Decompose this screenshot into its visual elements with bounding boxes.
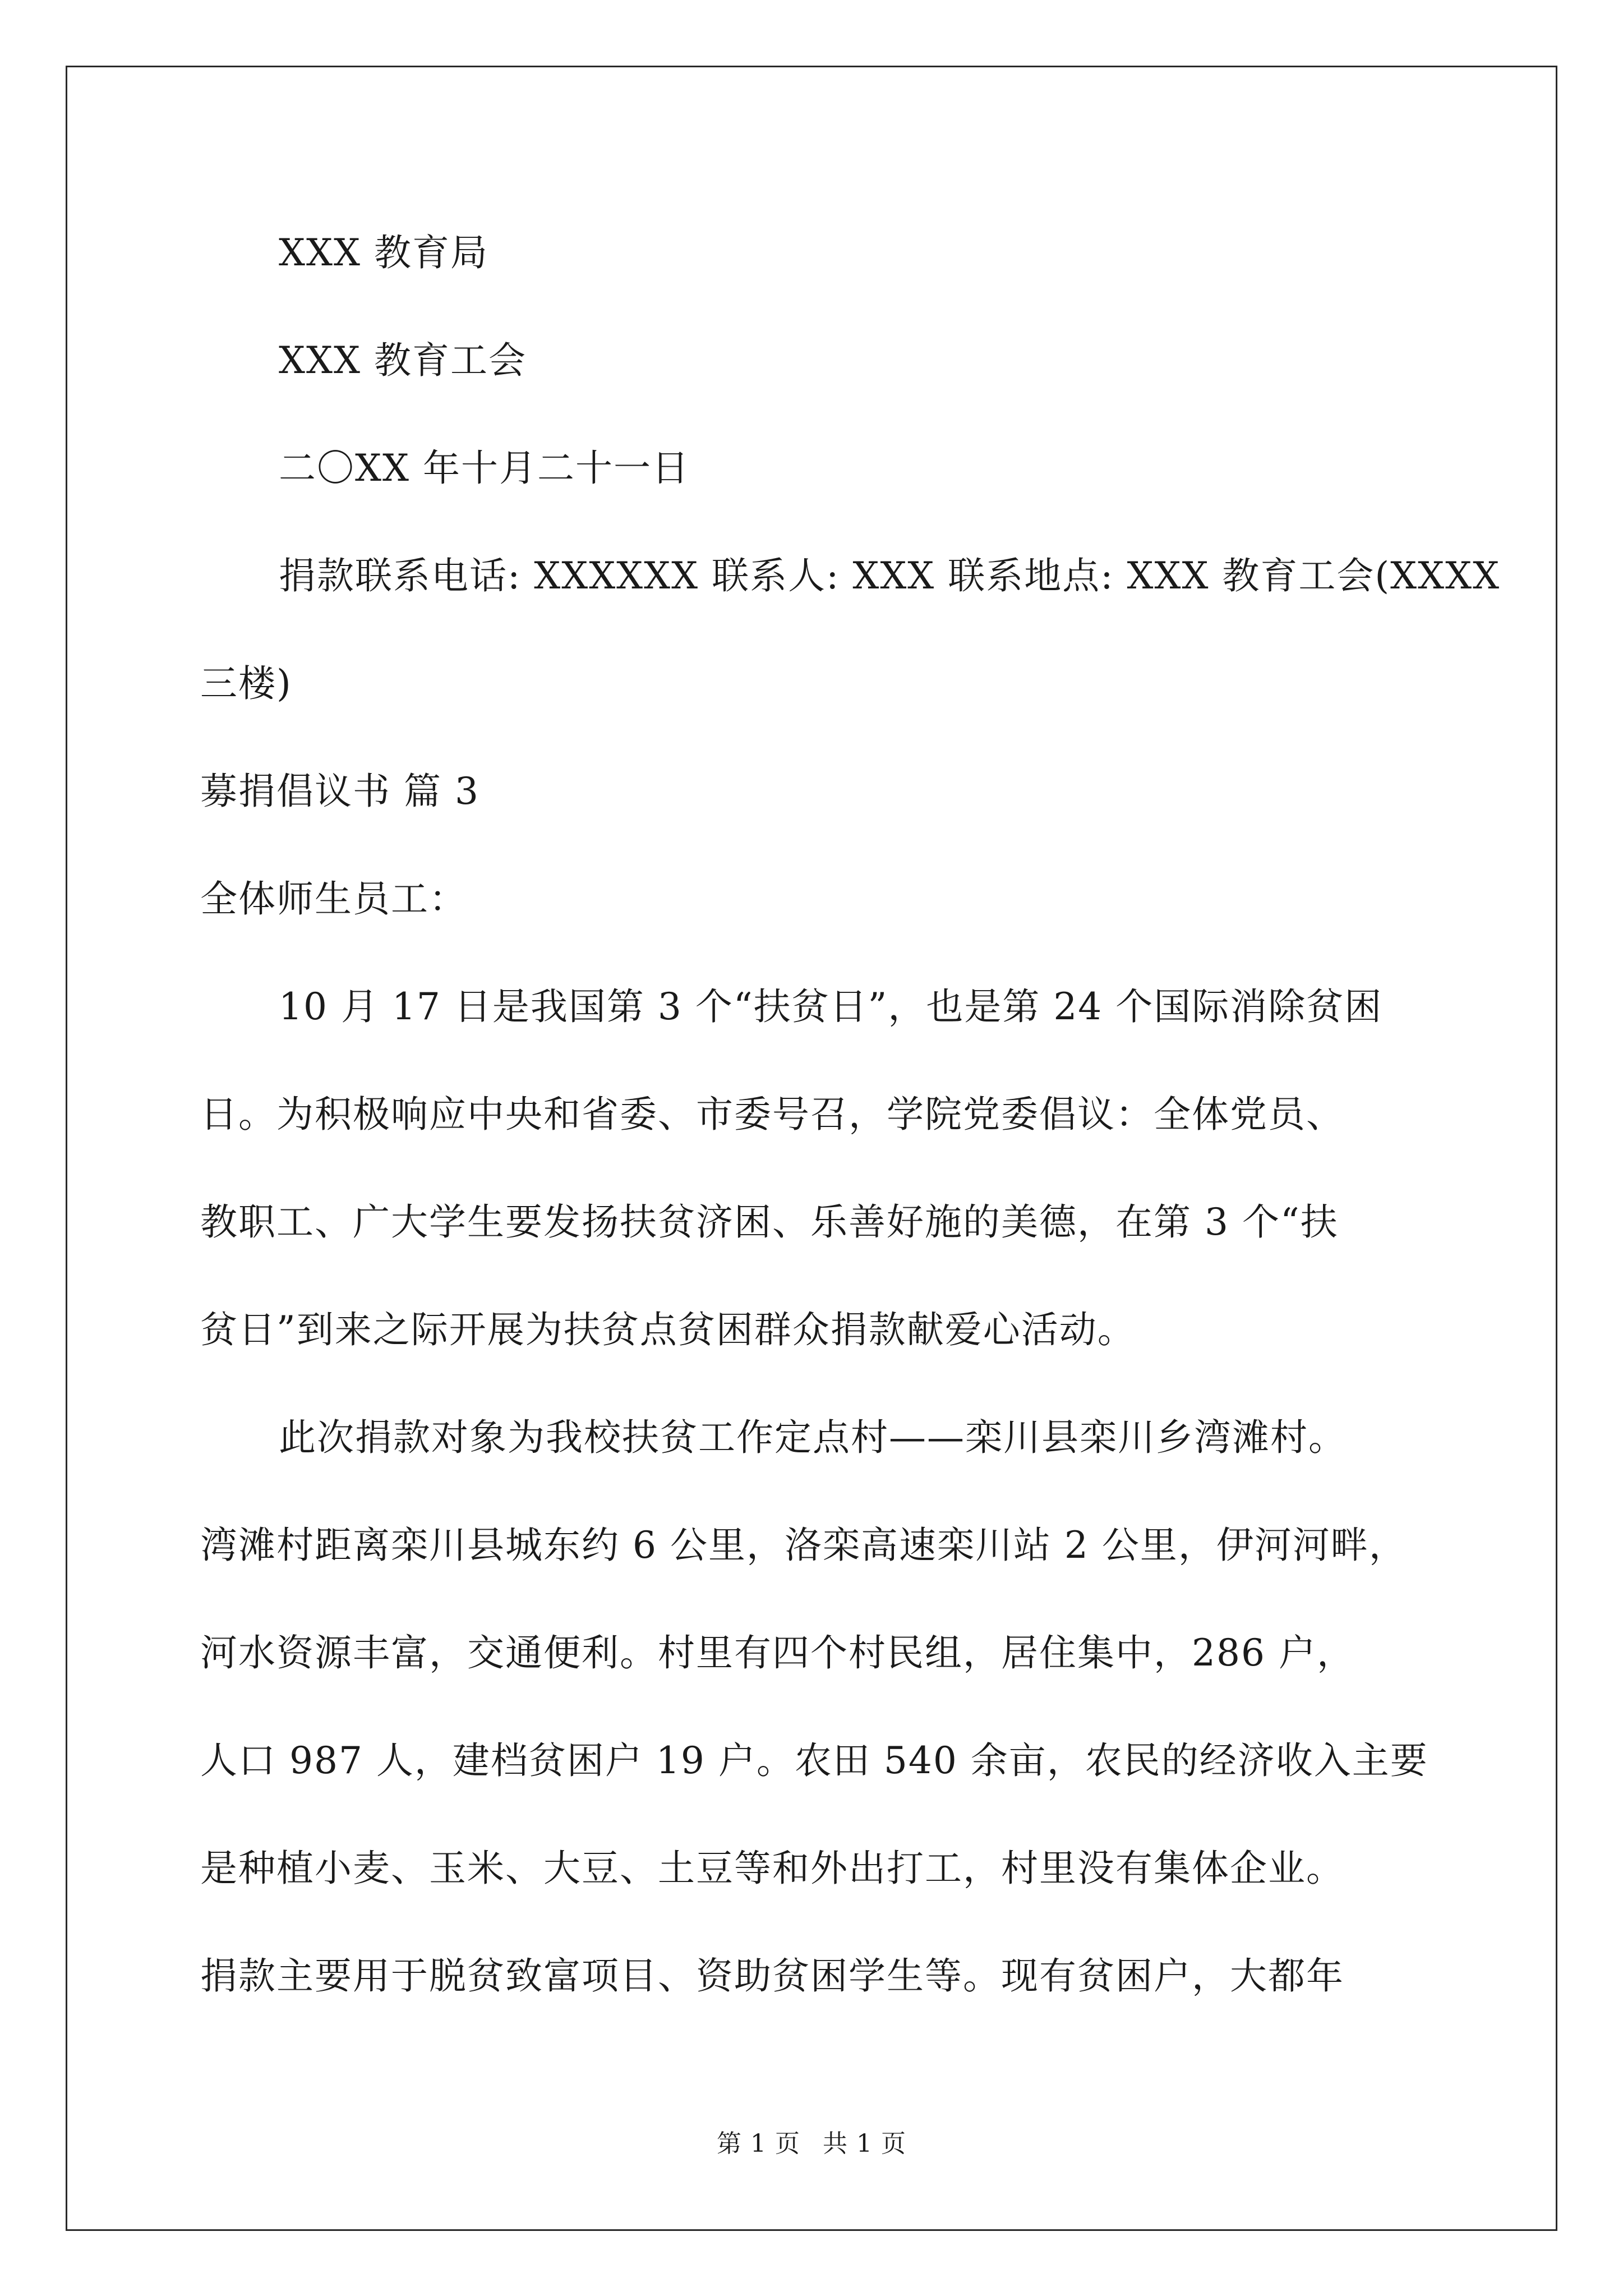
contact-line-cont: 三楼) [200, 662, 292, 705]
paragraph-line: 日。为积极响应中央和省委、市委号召，学院党委倡议：全体党员、 [200, 1093, 1344, 1136]
page-total: 共 1 页 [823, 2129, 906, 2158]
signature-date: 二〇XX 年十月二十一日 [279, 447, 690, 490]
paragraph-line: 河水资源丰富，交通便利。村里有四个村民组，居住集中，286 户， [200, 1631, 1355, 1674]
paragraph-line: 教职工、广大学生要发扬扶贫济困、乐善好施的美德，在第 3 个“扶 [200, 1200, 1339, 1244]
paragraph-line: 人口 987 人，建档贫困户 19 户。农田 540 余亩，农民的经济收入主要 [200, 1739, 1428, 1782]
page-border [66, 66, 1557, 2231]
paragraph-line: 此次捐款对象为我校扶贫工作定点村——栾川县栾川乡湾滩村。 [279, 1416, 1347, 1459]
paragraph-line: 10 月 17 日是我国第 3 个“扶贫日”，也是第 24 个国际消除贫困 [279, 985, 1383, 1028]
salutation: 全体师生员工： [200, 877, 467, 921]
signature-bureau: XXX 教育局 [279, 231, 488, 274]
page-number: 第 1 页 [717, 2129, 800, 2158]
paragraph-line: 捐款主要用于脱贫致富项目、资助贫困学生等。现有贫困户，大都年 [200, 1954, 1344, 1998]
paragraph-line: 贫日”到来之际开展为扶贫点贫困群众捐款献爱心活动。 [200, 1308, 1136, 1351]
page-footer [0, 2129, 1623, 2158]
contact-line: 捐款联系电话: XXXXXX 联系人: XXX 联系地点: XXX 教育工会(XXXX [279, 554, 1501, 597]
paragraph-line: 是种植小麦、玉米、大豆、土豆等和外出打工，村里没有集体企业。 [200, 1847, 1344, 1890]
section-heading: 募捐倡议书 篇 3 [200, 770, 479, 813]
signature-union: XXX 教育工会 [279, 339, 527, 382]
paragraph-line: 湾滩村距离栾川县城东约 6 公里，洛栾高速栾川站 2 公里，伊河河畔， [200, 1524, 1407, 1567]
